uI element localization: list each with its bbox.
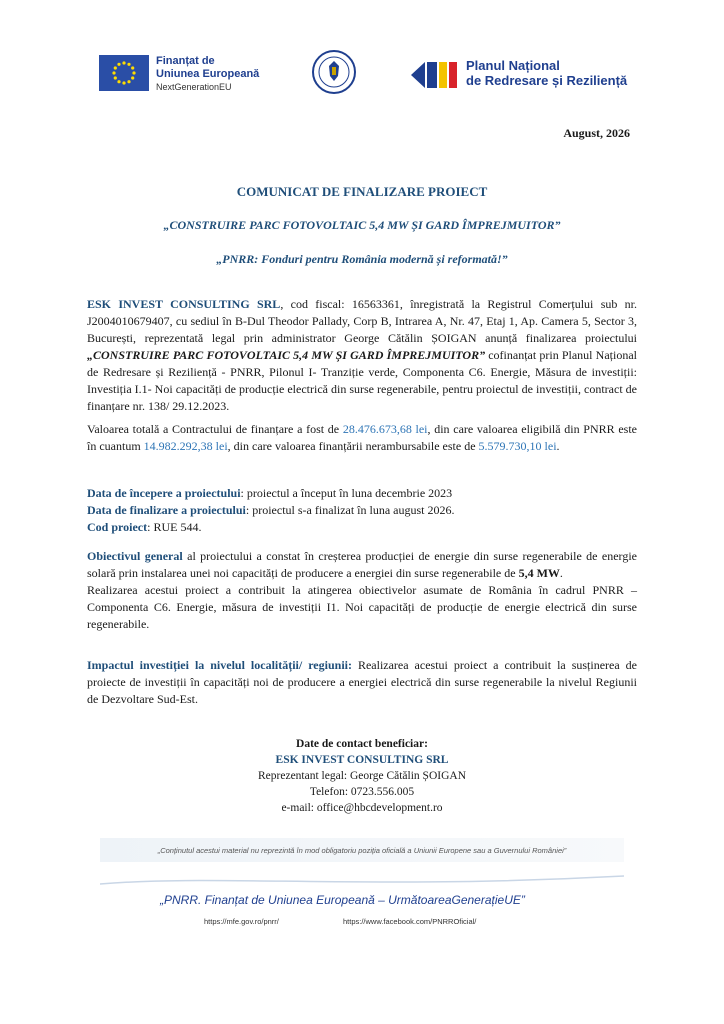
document-date: August, 2026: [563, 126, 630, 140]
objective-text1: al proiectului a constat în creșterea producției de energie din surse regenerabile de energie solară prin instalarea unei noi capacități de producere a energiei din surse regenerabile de: [87, 549, 637, 580]
eu-line1: Finanțat de: [156, 55, 215, 67]
page-title: COMUNICAT DE FINALIZARE PROIECT: [236, 184, 488, 199]
objective-paragraph: [87, 548, 637, 633]
company-name: ESK INVEST CONSULTING SRL: [87, 297, 281, 311]
start-text: : proiectul a început în luna decembrie 2023: [240, 486, 453, 500]
start-label: Data de începere a proiectului: [87, 486, 241, 500]
value-total: 28.476.673,68 lei: [342, 422, 428, 436]
value-text3: , din care valoarea finanțării nerambursabile este de: [227, 439, 479, 453]
value-grant: 5.579.730,10 lei: [478, 439, 557, 453]
objective-label: Obiectivul general: [87, 549, 183, 563]
contact-company: ESK INVEST CONSULTING SRL: [275, 754, 449, 766]
project-name: „CONSTRUIRE PARC FOTOVOLTAIC 5,4 MW ȘI GARD ÎMPREJMUITOR”: [87, 348, 486, 362]
eu-funding-label: [156, 55, 259, 94]
contact-block: [0, 736, 724, 816]
code-text: : RUE 544.: [147, 520, 202, 534]
pnrr-line2: de Redresare și Reziliență: [466, 73, 628, 88]
eu-line2: Uniunea Europeană: [156, 68, 260, 80]
objective-text2: .: [559, 566, 563, 580]
footer-link-facebook[interactable]: https://www.facebook.com/PNRROficial/: [343, 917, 477, 926]
intro-text1: , cod fiscal: 16563361, înregistrată la Registrul Comerțului sub nr. J2004010679407, cu sediul în B-Dul Theodor Pallady, Corp B, Intrarea A, Nr. 47, Etaj 1, Ap. Camera 5, Sector 3, București, reprezentată legal prin administrator George Cătălin ȘOIGAN anunță finalizarea proiectului: [87, 297, 638, 345]
pnrr-line1: Planul Național: [466, 58, 560, 73]
contact-email: e-mail: office@hbcdevelopment.ro: [281, 802, 443, 814]
project-title: „CONSTRUIRE PARC FOTOVOLTAIC 5,4 MW ȘI GARD ÎMPREJMUITOR”: [163, 218, 561, 232]
impact-paragraph: [87, 657, 637, 708]
eu-flag-icon: [99, 55, 149, 91]
objective-contribution: Realizarea acestui proiect a contribuit la atingerea obiectivelor asumate de România în cadrul PNRR – Componenta C6. Energie, măsura de investiții I1. Noi capacități de producție de energie electrică din surse regenerabile.: [87, 583, 637, 631]
value-eligible: 14.982.292,38 lei: [143, 439, 228, 453]
eu-line3: NextGenerationEU: [156, 82, 232, 92]
pnrr-motto: „PNRR: Fonduri pentru România modernă și reformată!”: [216, 252, 508, 266]
impact-label: Impactul investiției la nivelul localității/ regiunii:: [87, 658, 352, 672]
value-text2: , din care valoarea eligibilă din PNRR este în cuantum: [87, 422, 638, 453]
contact-heading: Date de contact beneficiar:: [296, 738, 428, 750]
disclaimer: „Conținutul acestui material nu reprezintă în mod obligatoriu poziția oficială a Uniunii Europene sau a Guvernului României”: [157, 846, 567, 855]
footer-link-mfe[interactable]: https://mfe.gov.ro/pnrr/: [204, 917, 279, 926]
intro-paragraph: [87, 296, 637, 415]
value-paragraph: [87, 421, 637, 455]
project-code-line: [87, 519, 637, 536]
end-date-line: [87, 502, 637, 519]
pnrr-label: [466, 58, 627, 88]
pnrr-logo-icon: [411, 60, 461, 90]
end-text: : proiectul s-a finalizat în luna august 2026.: [245, 503, 455, 517]
end-label: Data de finalizare a proiectului: [87, 503, 246, 517]
contact-phone: Telefon: 0723.556.005: [309, 786, 415, 798]
value-text1: Valoarea totală a Contractului de finanțare a fost de: [87, 422, 343, 436]
footer-motto: „PNRR. Finanțat de Uniunea Europeană – UrmătoareaGenerațieUE”: [160, 893, 525, 907]
dates-block: [87, 485, 637, 536]
impact-text: Realizarea acestui proiect a contribuit la susținerea de proiecte de investiții în capacități noi de producere a energiei electrică din surse regenerabile la nivelul Regiunii de Dezvoltare Sud-Est.: [87, 658, 637, 706]
code-label: Cod proiect: [87, 520, 148, 534]
contact-representative: Reprezentant legal: George Cătălin ȘOIGAN: [258, 770, 466, 782]
value-text4: .: [556, 439, 560, 453]
start-date-line: [87, 485, 637, 502]
intro-text2: cofinanțat prin Planul Național de Redresare și Reziliență - PNRR, Pilonul I- Tranziție verde, Componenta C6. Energie, Măsura de investiții: Investiția I.1- Noi capacități de producție electrică din surse regenerabile, pentru proiectul de investiții, contract de finanțare nr. 138/ 29.12.2023.: [87, 348, 637, 413]
capacity-value: 5,4 MW: [518, 566, 560, 580]
guvernul-romaniei-seal-icon: [312, 50, 356, 94]
objective-line: [87, 548, 637, 582]
footer-wave-icon: [100, 870, 624, 890]
